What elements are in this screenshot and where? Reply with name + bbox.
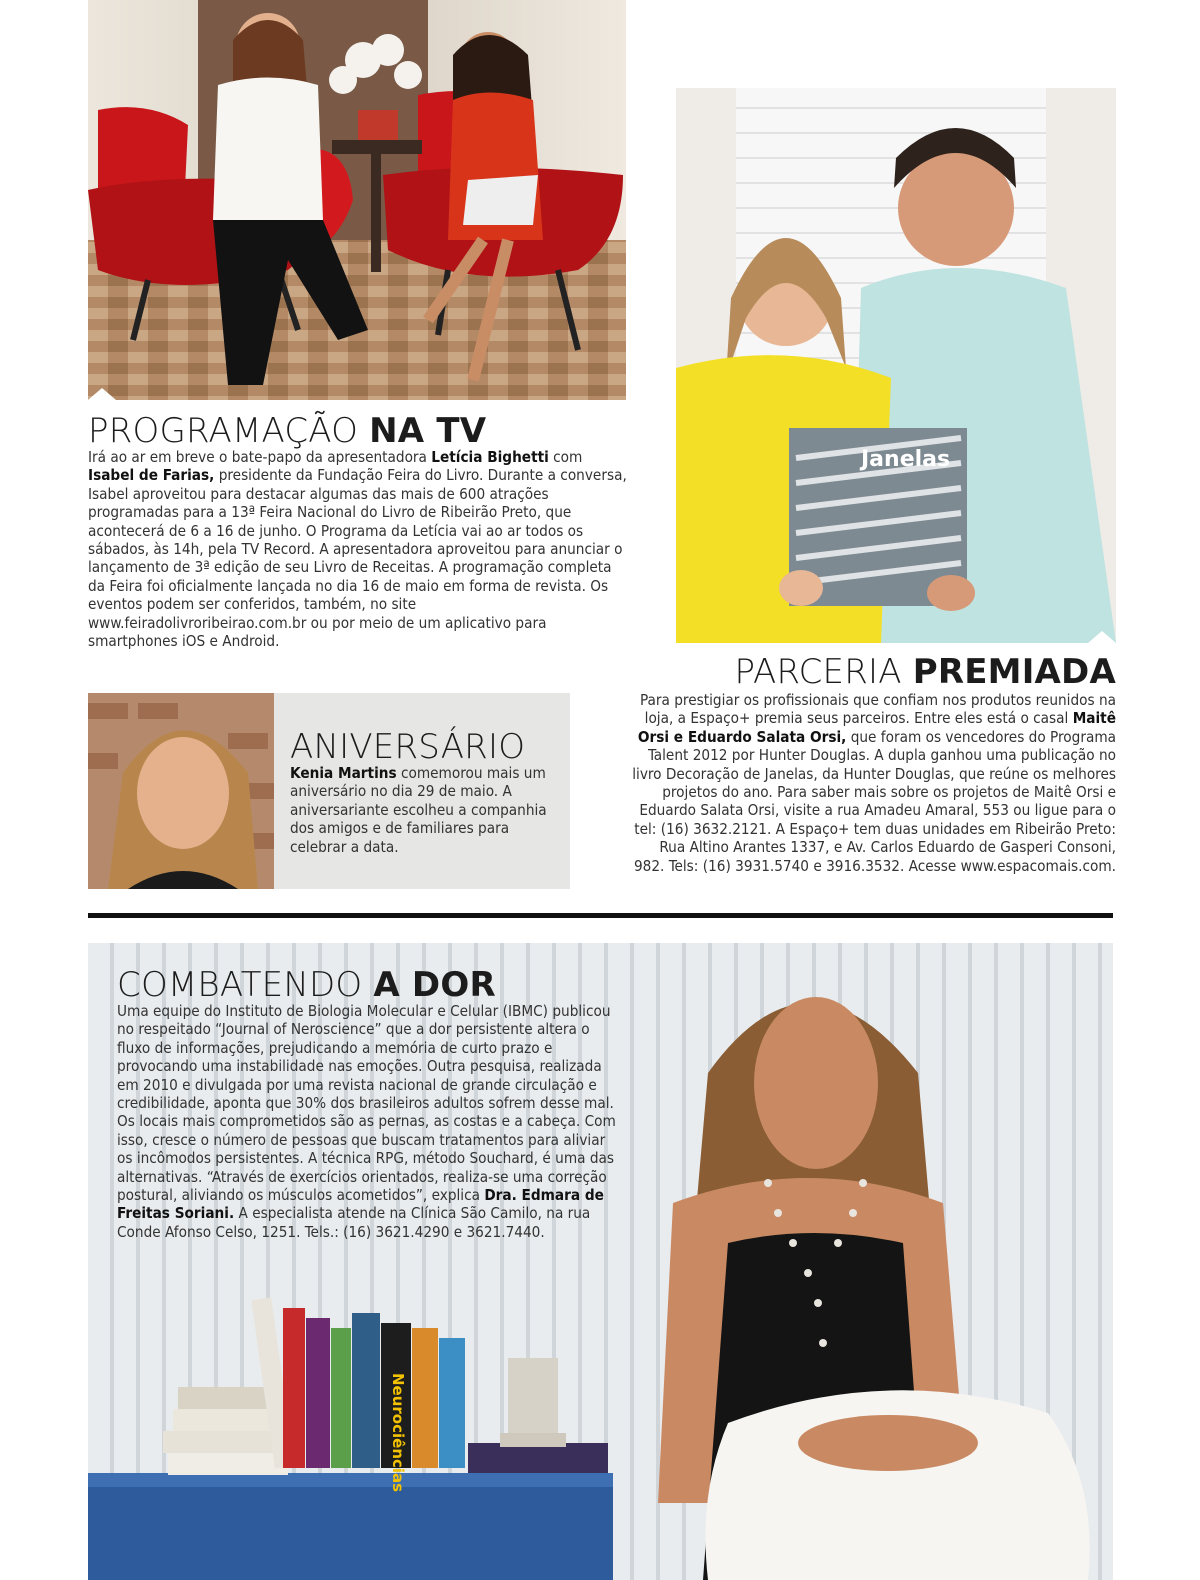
- pain-article-body: Uma equipe do Instituto de Biologia Molecular e Celular (IBMC) publicou no respeitado “Journal of Neroscience” que a dor persistente altera o fluxo de informações, prejudicando a memória de curto prazo e provocando uma instabilidade nas emoções. Outra pesquisa, realizada em 2010 e divulgada por uma revista nacional de grande circulação e credibilidade, aponta que 30% dos brasileiros adultos sofrem desse mal. Os locais mais comprometidos são as pernas, as costas e a cabeça. Com isso, cresce o número de pessoas que buscam tratamentos para aliviar os incômodos persistentes. A técnica RPG, método Souchard, é uma das alternativas. “Através de exercícios orientados, realiza-se uma correção postural, aliviando os músculos acometidos”, explica Dra. Edmara de Freitas Soriani. A especialista atende na Clínica São Camilo, na rua Conde Afonso Celso, 1251. Tels.: (16) 3621.4290 e 3621.7440.: [117, 1002, 616, 1241]
- section-divider: [88, 913, 1113, 918]
- winners-names: Maitê Orsi e Eduardo Salata Orsi,: [637, 709, 1116, 746]
- tv-title: PROGRAMAÇÃO NA TV: [88, 411, 487, 451]
- photo-corner-notch: [88, 388, 116, 400]
- birthday-portrait: [88, 693, 274, 889]
- couple-award-photo: [676, 88, 1116, 643]
- book-spine-text: Neurociências: [389, 1373, 407, 1493]
- birthday-title: ANIVERSÁRIO: [290, 727, 526, 767]
- award-body: Para prestigiar os profissionais que confiam nos produtos reunidos na loja, a Espaço+ premia seus parceiros. Entre eles está o casal Maitê Orsi e Eduardo Salata Orsi, que foram os vencedores do Programa Talent 2012 por Hunter Douglas. A dupla ganhou uma publicação no livro Decoração de Janelas, da Hunter Douglas, que reúne os melhores projetos do ano. Para saber mais sobre os projetos de Maitê Orsi e Eduardo Salata Orsi, visite a rua Amadeu Amaral, 553 ou ligue para o tel: (16) 3632.2121. A Espaço+ tem duas unidades em Ribeirão Preto: Rua Altino Arantes 1337, e Av. Carlos Eduardo de Gasperi Consoni, 982. Tels: (16) 3931.5740 e 3916.3532. Acesse www.espacomais.com.: [632, 691, 1116, 875]
- tv-interview-photo: [88, 0, 626, 400]
- tv-article-body: Irá ao ar em breve o bate-papo da apresentadora Letícia Bighetti com Isabel de Farias, presidente da Fundação Feira do Livro. Durante a conversa, Isabel aproveitou para destacar algumas das mais de 600 atrações programadas para a 13ª Feira Nacional do Livro de Ribeirão Preto, que acontecerá de 6 a 16 de junho. O Programa da Letícia vai ao ar todos os sábados, às 14h, pela TV Record. A apresentadora aproveitou para anunciar o lançamento de 3ª edição de seu Livro de Receitas. A programação completa da Feira foi oficialmente lançada no dia 16 de maio em forma de revista. Os eventos podem ser conferidos, também, no site www.feiradolivroribeirao.com.br ou por meio de um aplicativo para smartphones iOS e Android.: [88, 448, 627, 651]
- host-name: Letícia Bighetti: [431, 448, 549, 466]
- award-title: PARCERIA PREMIADA: [734, 652, 1116, 692]
- doctor-name: Dra. Edmara de Freitas Soriani.: [117, 1186, 604, 1223]
- guest-name: Isabel de Farias,: [88, 466, 215, 485]
- birthday-body: Kenia Martins comemorou mais um aniversário no dia 29 de maio. A aniversariante escolheu a companhia dos amigos e de familiares para celebrar a data.: [290, 764, 547, 856]
- photo-corner-notch: [1088, 631, 1116, 643]
- pain-title: COMBATENDO A DOR: [117, 965, 496, 1005]
- birthday-person-name: Kenia Martins: [290, 764, 397, 782]
- book-title: Janelas: [861, 447, 951, 472]
